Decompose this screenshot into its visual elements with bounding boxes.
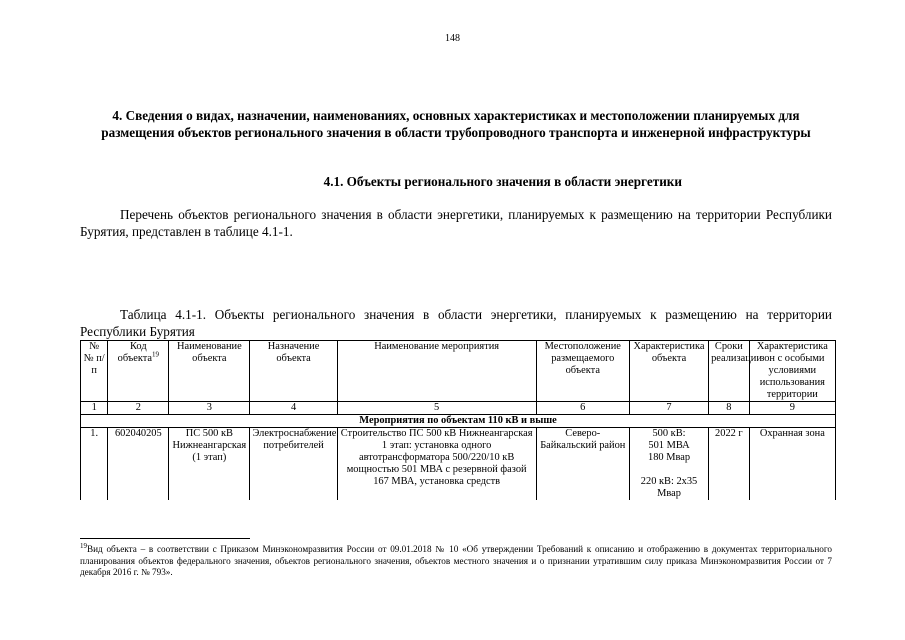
object-characteristic — [629, 428, 708, 501]
header-cell: Характеристика зон с особыми условиями использования территории — [749, 341, 835, 402]
header-cell: Характеристика объекта — [629, 341, 708, 402]
subsection-heading — [80, 174, 832, 190]
implementation-term: 2022 г — [709, 428, 750, 501]
header-cell — [108, 341, 169, 402]
footnote-text: Вид объекта – в соответствии с Приказом Минэкономразвития России от 09.01.2018 № 10 «Об утверждении Требований к описанию и отображению в документах территориального планирования объектов федерального значения, объектов регионального значения, объектов местного значения и о признании утратившим силу приказа Минэкономразвития России от 7 декабря 2016 г. № 793». — [80, 544, 832, 577]
header-cell: Назначение объекта — [250, 341, 337, 402]
header-cell-text: Код объекта — [117, 341, 153, 364]
special-zones: Охранная зона — [749, 428, 835, 501]
column-number-row — [81, 402, 836, 415]
object-name: ПС 500 кВ Нижнеангарская (1 этап) — [169, 428, 250, 501]
header-cell: Сроки реализации — [709, 341, 750, 402]
column-number: 9 — [749, 402, 835, 415]
object-code: 602040205 — [108, 428, 169, 501]
footnote — [80, 541, 832, 579]
intro-paragraph: Перечень объектов регионального значения в области энергетики, планируемых к размещению на территории Республики Бурятия, представлен в таблице 4.1-1. — [80, 207, 832, 239]
subsection-heading-text: 4.1. Объекты регионального значения в области энергетики — [323, 174, 682, 189]
objects-table — [80, 340, 836, 500]
column-number: 5 — [337, 402, 536, 415]
table-caption: Таблица 4.1-1. Объекты регионального значения в области энергетики, планируемых к размещению на территории Республики Бурятия — [80, 307, 832, 339]
column-number: 8 — [709, 402, 750, 415]
characteristic-500kv: 500 кВ: 501 МВА 180 Мвар — [648, 428, 691, 463]
object-location: Северо-Байкальский район — [536, 428, 629, 501]
column-number: 6 — [536, 402, 629, 415]
footnote-divider — [80, 538, 250, 539]
header-cell: Наименование объекта — [169, 341, 250, 402]
column-number: 3 — [169, 402, 250, 415]
page-number: 148 — [445, 33, 460, 44]
column-number: 7 — [629, 402, 708, 415]
column-number: 4 — [250, 402, 337, 415]
section-title: Мероприятия по объектам 110 кВ и выше — [81, 415, 836, 428]
row-number: 1. — [81, 428, 108, 501]
characteristic-220kv: 220 кВ: 2х35 Мвар — [640, 476, 698, 499]
header-cell: № № п/п — [81, 341, 108, 402]
section-heading: 4. Сведения о видах, назначении, наименованиях, основных характеристиках и местоположении планируемых для размещения объектов регионального значения в области трубопроводного транспорта и инженерной инфраструктуры — [101, 108, 811, 140]
column-number: 1 — [81, 402, 108, 415]
section-row — [81, 415, 836, 428]
column-number: 2 — [108, 402, 169, 415]
footnote-mark: 19 — [152, 350, 160, 359]
header-cell: Наименование мероприятия — [337, 341, 536, 402]
header-cell: Местоположение размещаемого объекта — [536, 341, 629, 402]
object-purpose: Электроснабжение потребителей — [250, 428, 337, 501]
table-header-row — [81, 341, 836, 402]
footnote-mark: 19 — [80, 541, 87, 550]
measure-name: Строительство ПС 500 кВ Нижнеангарская 1 этап: установка одного автотрансформатора 500/220/10 кВ мощностью 501 МВА с резервной фазой 167 МВА, установка средств — [337, 428, 536, 501]
table-row — [81, 428, 836, 501]
